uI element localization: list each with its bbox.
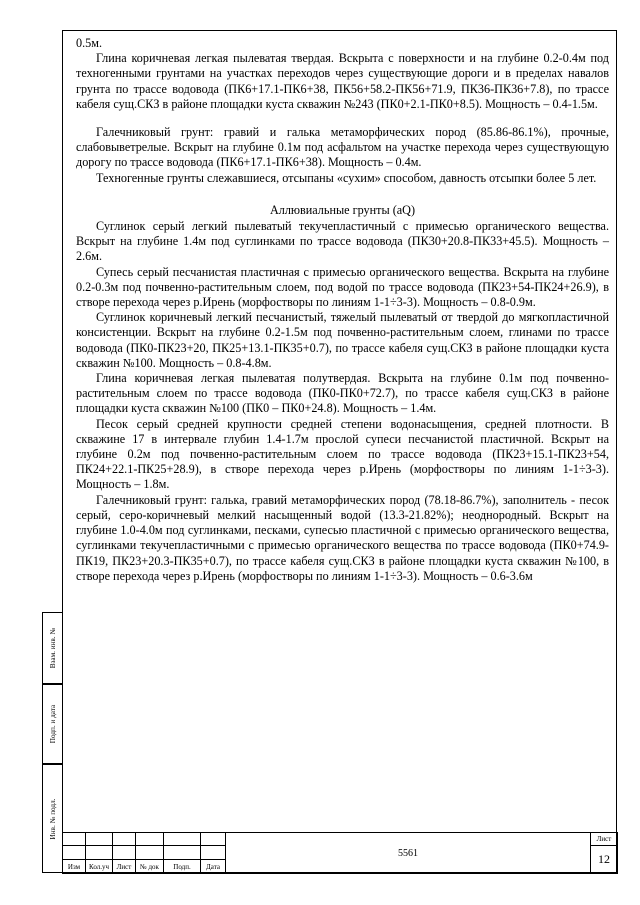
paragraph: Суглинок серый легкий пылеватый текучепластичный с примесью органического вещества. Вскрыт на глубине 1.4м под суглинками по трассе водовода (ПК30+20.8-ПК33+45.5). Мощность – 2.6м. (76, 219, 609, 264)
stamp-col-podp: Подп. (164, 860, 201, 874)
stamp-cell (201, 846, 226, 860)
document-body (76, 36, 609, 584)
title-block (62, 832, 617, 873)
paragraph: Супесь серый песчанистая пластичная с примесью органического вещества. Вскрыта на глубине 0.2-0.3м под почвенно-растительным слоем, под водой по трассе водовода (ПК23+54-ПК24+26.9), в створе перехода через р.Ирень (морфостворы по линиям 1-1÷3-3). Мощность – 0.8-0.9м. (76, 264, 609, 310)
sheet-label: Лист (591, 833, 618, 846)
paragraph: Техногенные грунты слежавшиеся, отсыпаны «сухим» способом, давность отсыпки более 5 лет. (96, 170, 597, 185)
side-field-inv (42, 764, 62, 873)
paragraph: Суглинок коричневый легкий песчанистый, тяжелый пылеватый от твердой до мягкопластичной консистенции. Вскрыт на глубине 0.2-1.5м под почвенно-растительным слоем, глинами по трассе водовода (ПК0-ПК23+20, ПК25+13.1-ПК35+0.7), по трассе кабеля сущ.СКЗ в районе площадки куста скважин №100. Мощность – 0.8-4.8м. (76, 310, 609, 370)
stamp-col-izm: Изм (63, 860, 86, 874)
stamp-col-koluch: Кол.уч (86, 860, 113, 874)
paragraph: Галечниковый грунт: гравий и галька метаморфических пород (85.86-86.1%), прочные, слабовыветрелые. Вскрыт на глубине 0.1м под асфальтом на участке перехода через существующую дорогу по трассе водовода (ПК6+17.1-ПК6+38). Мощность – 0.4м. (76, 125, 609, 170)
sheet-number: 12 (591, 846, 618, 874)
stamp-cell (164, 846, 201, 860)
paragraph: Глина коричневая легкая пылеватая полутвердая. Вскрыта на глубине 0.1м под почвенно-растительным слоем по трассе водовода (ПК0-ПК0+72.7), по трассе кабеля сущ.СКЗ в районе площадки куста скважин №100 (ПК0 – ПК0+24.8). Мощность – 1.4м. (76, 371, 609, 416)
paragraph: Галечниковый грунт: галька, гравий метаморфических пород (78.18-86.7%), заполнитель - песок серый, серо-коричневый мелкий насыщенный водой (13.3-21.82%); неоднородный. Вскрыт на глубине 1.0-4.0м под суглинками, песками, супесью пластичной с примесью органического вещества, суглинками текучепластичными с примесью органического вещества по трассе водовода (ПК0+74.9-ПК19, ПК23+20.3-ПК35+0.7), по трассе кабеля сущ.СКЗ в районе площадки куста скважин №100, в створе перехода через р.Ирень (морфостворы по линиям 1-1÷3-3). Мощность – 0.6-3.6м (76, 492, 609, 583)
side-label-vzam: Взам. инв. № (48, 627, 57, 669)
paragraph: Глина коричневая легкая пылеватая твердая. Вскрыта с поверхности и на глубине 0.2-0.4м под техногенными грунтами на участках переходов через существующие дороги и в пределах навалов грунта по трассе водовода (ПК6+17.1-ПК6+38, ПК56+58.2-ПК56+71.9, ПК36-ПК36+7.8), по трассе кабеля сущ.СКЗ в районе площадки куста скважин №243 (ПК0+2.1-ПК0+8.5). Мощность – 0.4-1.5м. (76, 51, 609, 111)
section-title: Аллювиальные грунты (aQ) (269, 202, 416, 217)
document-code: 5561 (226, 833, 591, 874)
stamp-col-data: Дата (201, 860, 226, 874)
stamp-cell (63, 833, 86, 846)
stamp-cell (113, 833, 136, 846)
side-label-podp: Подп. и дата (48, 704, 57, 744)
stamp-cell (63, 846, 86, 860)
side-label-inv: Инв. № подл. (48, 798, 57, 839)
stamp-cell (136, 833, 164, 846)
stamp-cell (113, 846, 136, 860)
side-field-vzam (42, 612, 62, 684)
paragraph: Песок серый средней крупности средней степени водонасыщения, средней плотности. В скважине 17 в интервале глубин 1.4-1.7м прослой супеси песчанистой пластичной. Вскрыт на глубине 0.2м под почвенно-растительным слоем по трассе водовода (ПК23+15.1-ПК23+54, ПК24+22.1-ПК25+28.9), в створе перехода через р.Ирень (морфостворы по линиям 1-1÷3-3). Мощность – 1.8м. (76, 416, 609, 492)
stamp-col-ndok: № док (136, 860, 164, 874)
paragraph: 0.5м. (76, 36, 102, 50)
stamp-col-list: Лист (113, 860, 136, 874)
stamp-cell (164, 833, 201, 846)
side-field-podp (42, 684, 62, 764)
stamp-cell (201, 833, 226, 846)
stamp-cell (136, 846, 164, 860)
stamp-cell (86, 846, 113, 860)
stamp-cell (86, 833, 113, 846)
